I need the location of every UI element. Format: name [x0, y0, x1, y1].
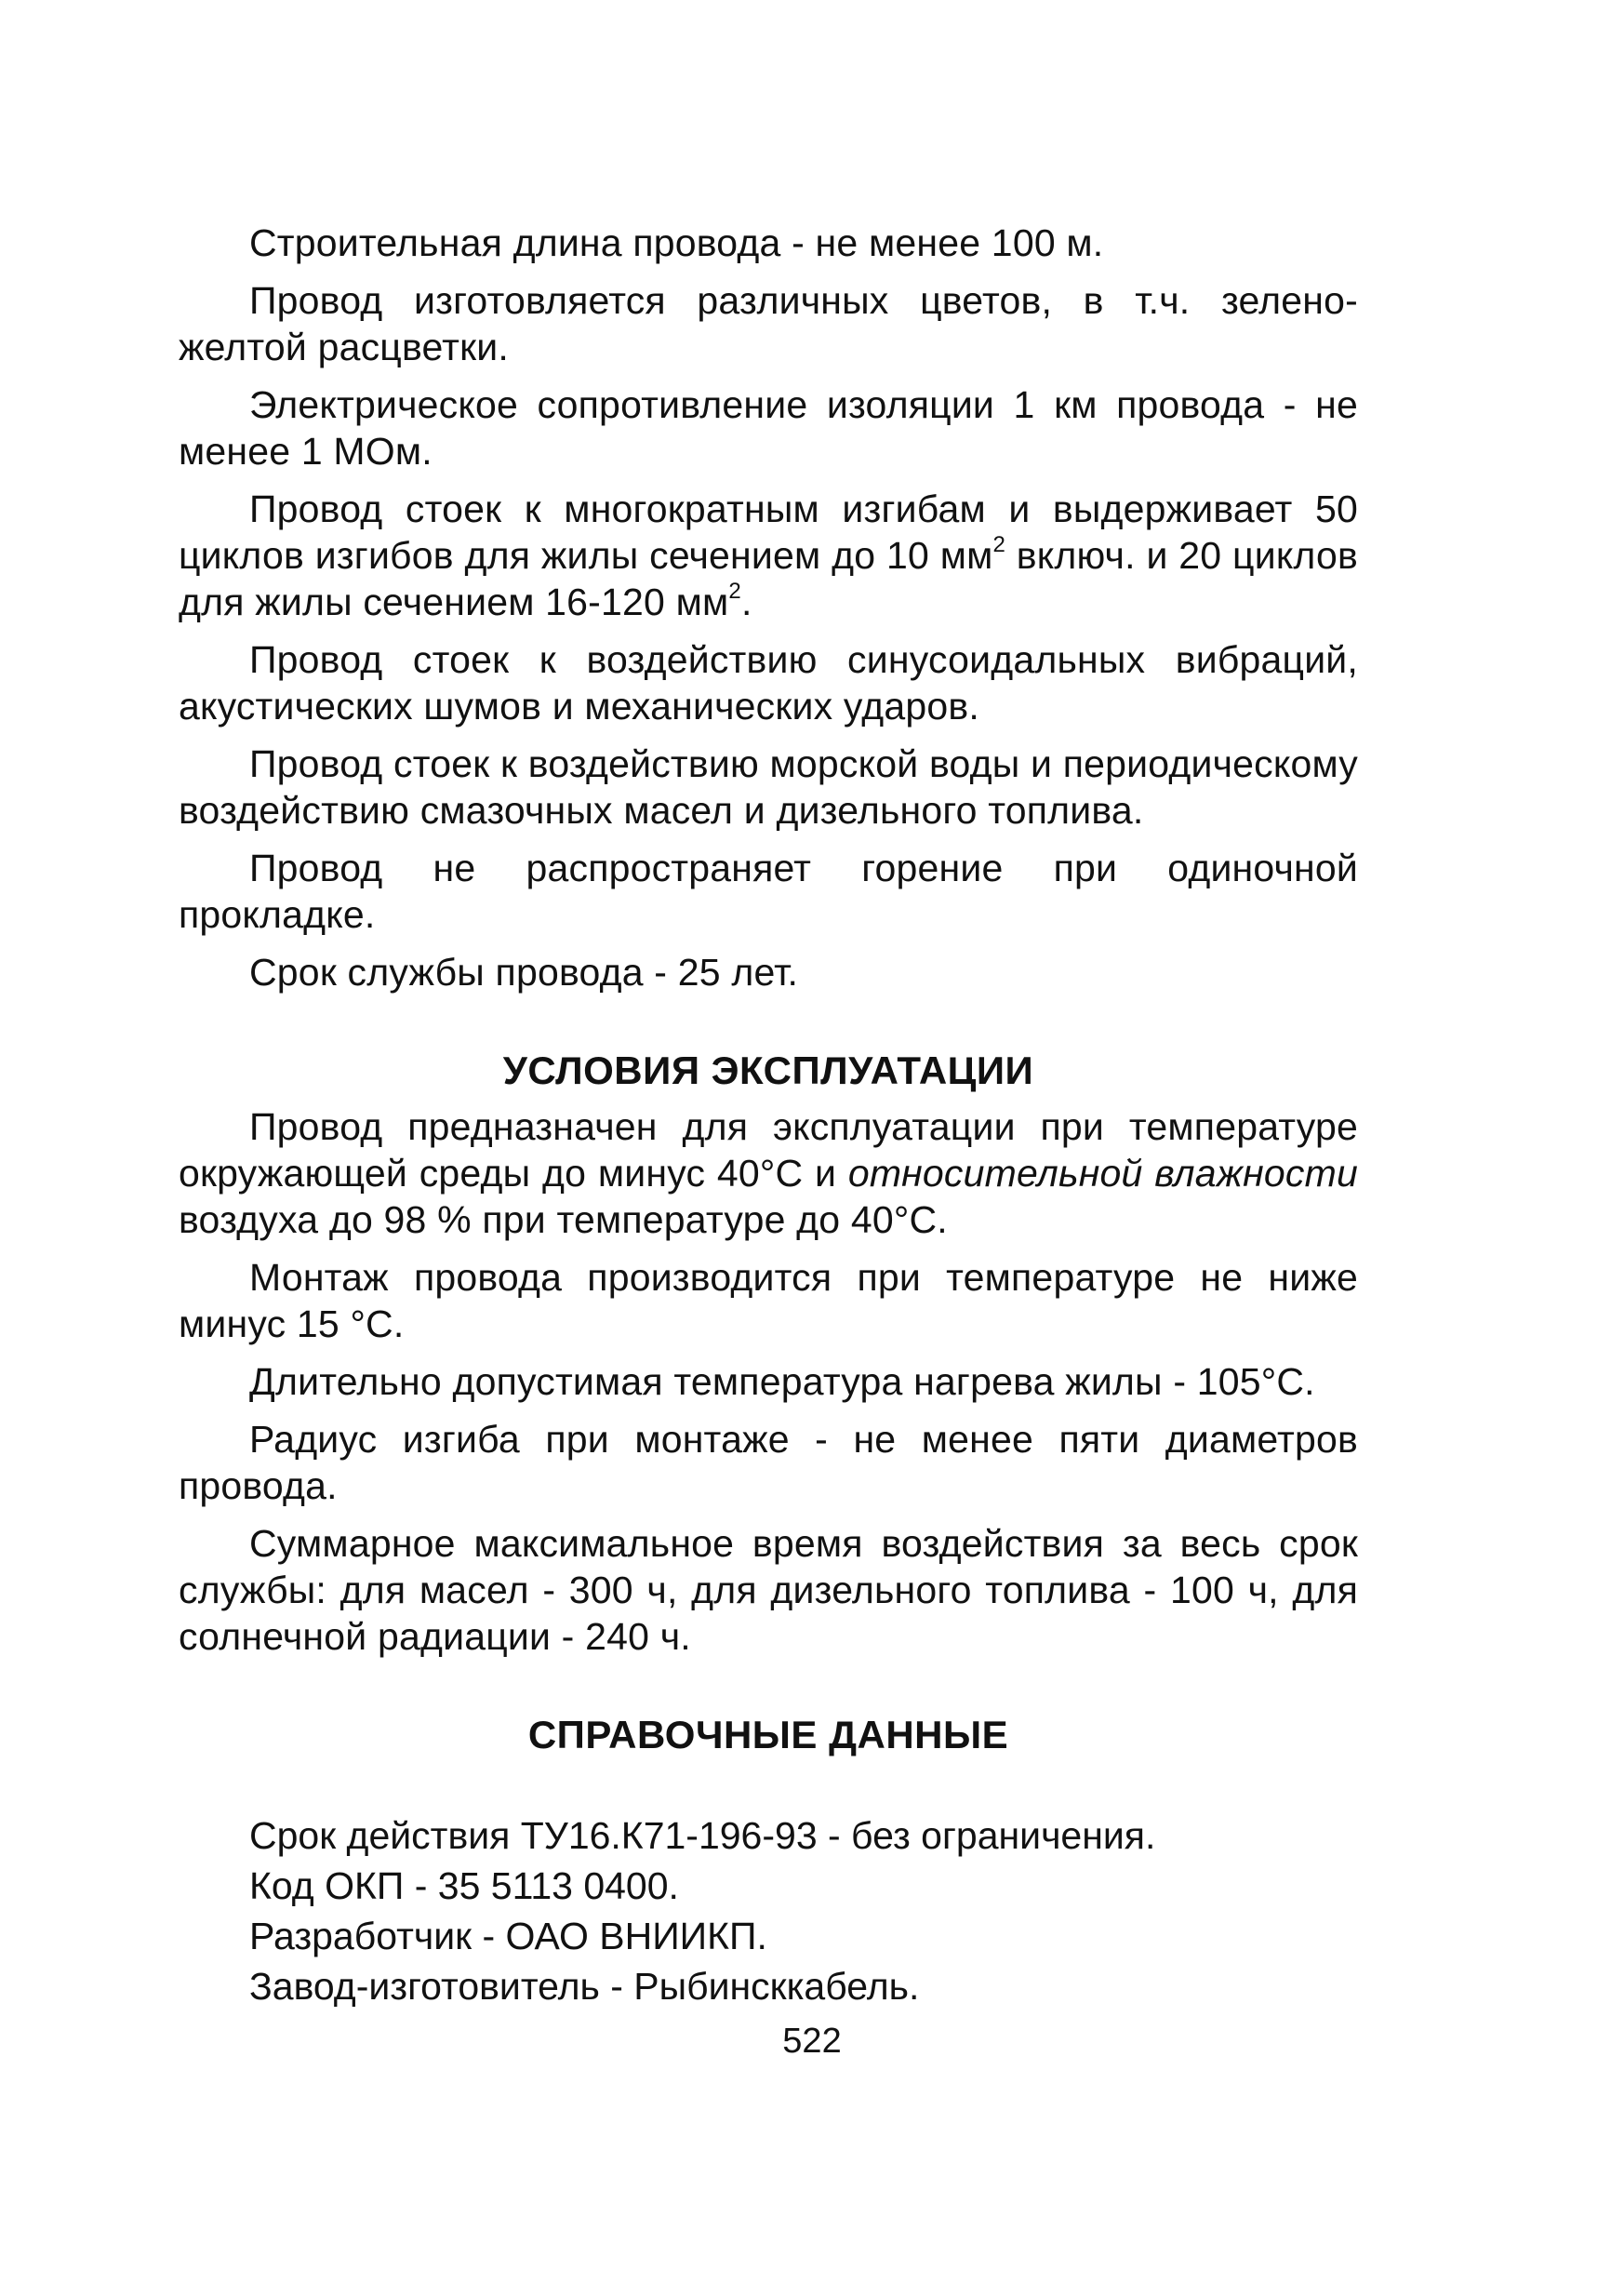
reference-data-title: СПРАВОЧНЫЕ ДАННЫЕ [527, 1713, 1009, 1756]
reference-developer: Разработчик - ОАО ВНИИКП. [249, 1915, 767, 1957]
operating-temperature [179, 1103, 1358, 1243]
page-number: 522 [782, 2022, 842, 2061]
spec-flame: Провод не распространяет горение при одиночной прокладке. [179, 847, 1358, 936]
spec-vibration: Провод стоек к воздействию синусоидальных вибраций, акустических шумов и механических ударов. [179, 638, 1358, 728]
reference-okp-code: Код ОКП - 35 5113 0400. [249, 1864, 679, 1907]
spec-bending [179, 486, 1358, 625]
reference-validity: Срок действия ТУ16.К71-196-93 - без ограничения. [249, 1814, 1156, 1857]
reference-manufacturer: Завод-изготовитель - Рыбинсккабель. [249, 1965, 920, 2008]
spec-bending-text-c: . [740, 581, 752, 623]
spec-service-life: Срок службы провода - 25 лет. [249, 951, 799, 994]
operating-temperature-text-a: Провод предназначен для эксплуатации при температуре окружающей среды до минус 40°С и [179, 1105, 1358, 1195]
spec-length: Строительная длина провода - не менее 100 м. [249, 221, 1104, 264]
operating-installation: Монтаж провода производится при температуре не ниже минус 15 °С. [179, 1256, 1358, 1345]
superscript-2: 2 [992, 532, 1006, 557]
operating-conditions-title: УСЛОВИЯ ЭКСПЛУАТАЦИИ [502, 1048, 1034, 1092]
reference-data-list [179, 1810, 1358, 2011]
spec-bending-text-b: включ. и 20 циклов для жилы сечением 16-120 мм [179, 534, 1358, 623]
document-page [179, 220, 1358, 2011]
spec-bending-text-a: Провод стоек к многократным изгибам и выдерживает 50 циклов изгибов для жилы сечением до 10 мм [179, 487, 1358, 577]
superscript-2: 2 [728, 579, 741, 604]
operating-temperature-text-c: воздуха до 98 % при температуре до 40°С. [179, 1198, 948, 1241]
operating-exposure-time: Суммарное максимальное время воздействия за весь срок службы: для масел - 300 ч, для дизельного топлива - 100 ч, для солнечной радиации - 240 ч. [179, 1522, 1358, 1658]
spec-insulation-resistance: Электрическое сопротивление изоляции 1 км провода - не менее 1 МОм. [179, 383, 1358, 473]
operating-humidity-italic: относительной влажности [847, 1152, 1358, 1195]
operating-bend-radius: Радиус изгиба при монтаже - не менее пяти диаметров провода. [179, 1418, 1358, 1507]
spec-colors: Провод изготовляется различных цветов, в т.ч. зелено-желтой расцветки. [179, 279, 1358, 368]
operating-max-temperature: Длительно допустимая температура нагрева жилы - 105°С. [249, 1360, 1315, 1403]
spec-seawater: Провод стоек к воздействию морской воды и периодическому воздействию смазочных масел и дизельного топлива. [179, 742, 1358, 832]
